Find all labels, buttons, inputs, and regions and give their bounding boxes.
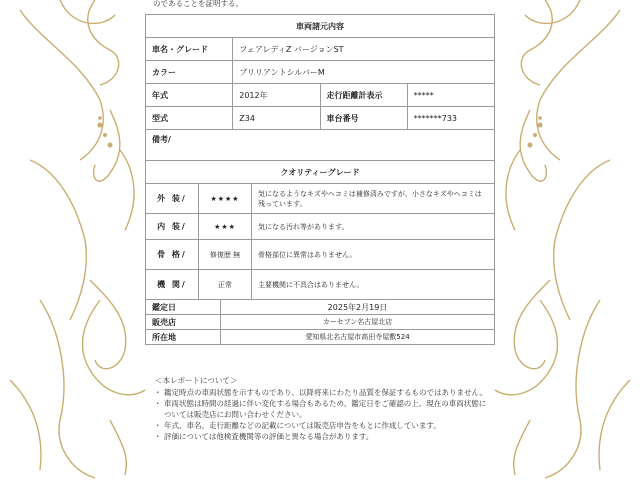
quality-table xyxy=(145,183,495,300)
remarks-row xyxy=(146,130,495,161)
quality-row-interior xyxy=(146,214,495,240)
year-row xyxy=(146,84,495,107)
quality-label: 外 装/ xyxy=(146,184,199,214)
list-item: ・ 評価については他検査機関等の評価と異なる場合があります。 xyxy=(164,431,487,442)
list-item: ・ 鑑定時点の車両状態を示すものであり、以降将来にわたり品質を保証するものではありません。 xyxy=(164,387,487,398)
chassis-value: *******733 xyxy=(407,107,494,130)
quality-row-exterior xyxy=(146,184,495,214)
color-label: カラー xyxy=(146,61,233,84)
model-label: 型式 xyxy=(146,107,233,130)
location-label: 所在地 xyxy=(146,330,221,345)
quality-row-engine xyxy=(146,270,495,300)
report-notes xyxy=(155,375,487,442)
spec-section-header: 車両諸元内容 xyxy=(146,15,495,38)
quality-desc: 気になるようなキズやヘコミは補修済みですが、小さなキズやヘコミは残っています。 xyxy=(252,184,495,214)
model-value: Z34 xyxy=(233,107,320,130)
store-label: 販売店 xyxy=(146,315,221,330)
intro-text: のであることを証明する。 xyxy=(153,0,243,8)
year-label: 年式 xyxy=(146,84,233,107)
year-value: 2012年 xyxy=(233,84,320,107)
date-label: 鑑定日 xyxy=(146,300,221,315)
date-value: 2025年2月19日 xyxy=(221,300,495,315)
quality-desc: 主要機関に不具合はありません。 xyxy=(252,270,495,300)
color-value: ブリリアントシルバーM xyxy=(233,61,495,84)
location-row xyxy=(146,330,495,345)
list-item: ・ 車両状態は時間の経過に伴い変化する場合もあるため、鑑定日をご確認の上、現在の車両状態については販売店にお問い合わせください。 xyxy=(164,398,487,420)
quality-label: 骨 格/ xyxy=(146,240,199,270)
location-value: 愛知県北名古屋市高田寺屋敷524 xyxy=(221,330,495,345)
notes-list xyxy=(155,387,487,442)
quality-rating: 正常 xyxy=(199,270,252,300)
grade-row xyxy=(146,38,495,61)
quality-desc: 骨格部位に異常はありません。 xyxy=(252,240,495,270)
quality-label: 機 関/ xyxy=(146,270,199,300)
store-value: カーセブン名古屋北店 xyxy=(221,315,495,330)
quality-section-header: クオリティーグレード xyxy=(146,161,495,184)
model-row xyxy=(146,107,495,130)
quality-rating: 修復歴 無 xyxy=(199,240,252,270)
store-row xyxy=(146,315,495,330)
color-row xyxy=(146,61,495,84)
grade-value: フェアレディZ バージョンST xyxy=(233,38,495,61)
certificate-document xyxy=(145,0,495,480)
right-ornament-icon xyxy=(490,0,640,480)
certificate-table xyxy=(145,14,495,184)
odometer-value: ***** xyxy=(407,84,494,107)
spec-table-wrapper xyxy=(145,14,495,345)
list-item: ・ 年式、車名、走行距離などの記載については販売店申告をもとに作成しています。 xyxy=(164,420,487,431)
quality-rating: ★★★★ xyxy=(199,184,252,214)
notes-title: ＜本レポートについて＞ xyxy=(155,376,238,385)
quality-label: 内 装/ xyxy=(146,214,199,240)
quality-row-frame xyxy=(146,240,495,270)
date-row xyxy=(146,300,495,315)
remarks-label: 備考/ xyxy=(146,130,495,161)
left-ornament-icon xyxy=(0,0,150,480)
info-table xyxy=(145,299,495,345)
quality-desc: 気になる汚れ等があります。 xyxy=(252,214,495,240)
quality-rating: ★★★ xyxy=(199,214,252,240)
odometer-label: 走行距離計表示 xyxy=(320,84,407,107)
grade-label: 車名・グレード xyxy=(146,38,233,61)
chassis-label: 車台番号 xyxy=(320,107,407,130)
